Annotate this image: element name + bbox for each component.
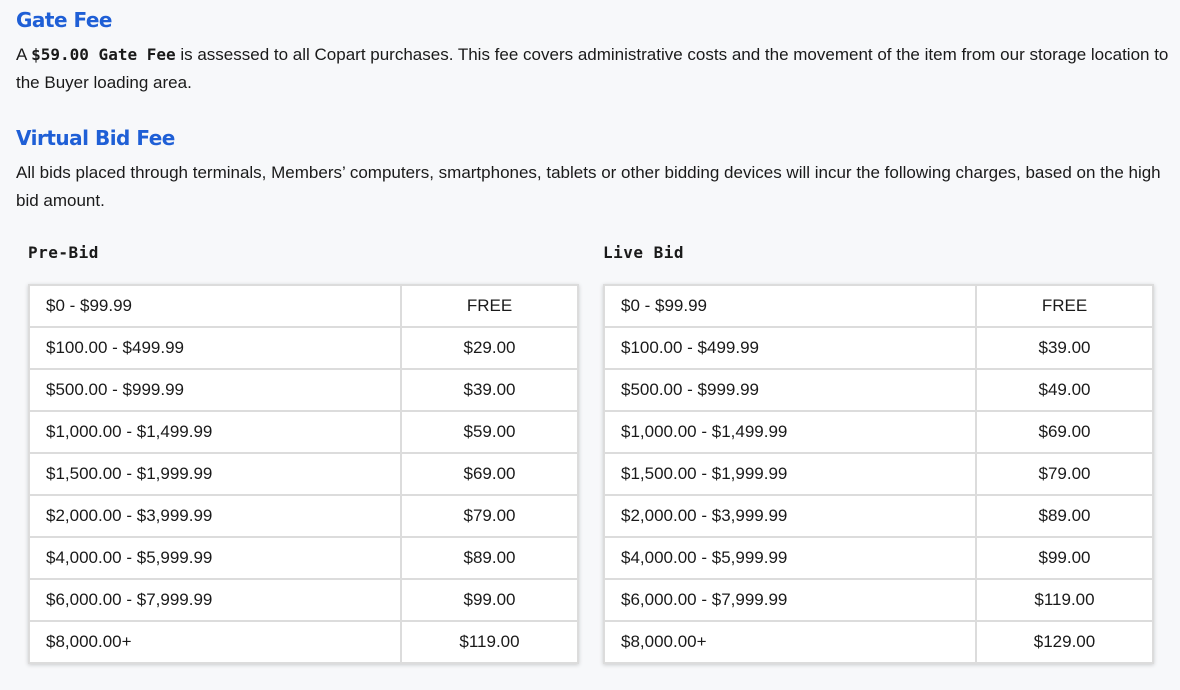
- fee-amount-cell: $39.00: [401, 369, 578, 411]
- bid-range-cell: $8,000.00+: [29, 621, 401, 663]
- bid-range-cell: $2,000.00 - $3,999.99: [604, 495, 976, 537]
- fee-amount-cell: $119.00: [401, 621, 578, 663]
- fee-amount-cell: $49.00: [976, 369, 1153, 411]
- fee-amount-cell: $39.00: [976, 327, 1153, 369]
- table-row: [29, 453, 578, 495]
- bid-range-cell: $4,000.00 - $5,999.99: [604, 537, 976, 579]
- fee-amount-cell: $69.00: [976, 411, 1153, 453]
- bid-range-cell: $500.00 - $999.99: [29, 369, 401, 411]
- table-row: [604, 369, 1153, 411]
- table-row: [29, 411, 578, 453]
- fee-amount-cell: $129.00: [976, 621, 1153, 663]
- fee-amount-cell: $59.00: [401, 411, 578, 453]
- fee-amount-cell: $79.00: [976, 453, 1153, 495]
- table-row: [604, 621, 1153, 663]
- table-row: [604, 327, 1153, 369]
- bid-range-cell: $1,500.00 - $1,999.99: [29, 453, 401, 495]
- table-row: [604, 411, 1153, 453]
- live-bid-heading: Live Bid: [603, 243, 685, 262]
- table-row: [29, 327, 578, 369]
- fee-amount-cell: $29.00: [401, 327, 578, 369]
- bid-range-cell: $2,000.00 - $3,999.99: [29, 495, 401, 537]
- table-row: [604, 285, 1153, 327]
- bid-range-cell: $0 - $99.99: [604, 285, 976, 327]
- pre-bid-table-body: [29, 285, 578, 663]
- fee-amount-cell: $89.00: [976, 495, 1153, 537]
- fee-amount-cell: FREE: [976, 285, 1153, 327]
- virtual-bid-fee-description: All bids placed through terminals, Members’ computers, smartphones, tablets or other bidding devices will incur the following charges, based on the high bid amount.: [16, 163, 1161, 210]
- live-bid-fee-table: [603, 284, 1154, 664]
- bid-range-cell: $8,000.00+: [604, 621, 976, 663]
- table-row: [29, 621, 578, 663]
- table-row: [604, 495, 1153, 537]
- fee-amount-cell: FREE: [401, 285, 578, 327]
- table-row: [604, 537, 1153, 579]
- fee-amount-cell: $99.00: [976, 537, 1153, 579]
- table-row: [29, 579, 578, 621]
- fee-amount-cell: $69.00: [401, 453, 578, 495]
- gate-fee-prefix: A: [16, 45, 32, 64]
- table-row: [29, 537, 578, 579]
- gate-fee-suffix: is assessed to all Copart purchases. This fee covers administrative costs and the movement of the item from our storage location to the Buyer loading area.: [16, 45, 1169, 92]
- virtual-bid-fee-title: Virtual Bid Fee: [16, 126, 175, 150]
- bid-range-cell: $0 - $99.99: [29, 285, 401, 327]
- bid-range-cell: $100.00 - $499.99: [29, 327, 401, 369]
- pre-bid-heading: Pre-Bid: [28, 243, 99, 262]
- table-row: [604, 579, 1153, 621]
- gate-fee-amount: $59.00 Gate Fee: [31, 45, 176, 64]
- bid-range-cell: $100.00 - $499.99: [604, 327, 976, 369]
- fee-amount-cell: $79.00: [401, 495, 578, 537]
- table-row: [29, 495, 578, 537]
- bid-range-cell: $1,000.00 - $1,499.99: [604, 411, 976, 453]
- gate-fee-title: Gate Fee: [16, 8, 112, 32]
- fee-amount-cell: $99.00: [401, 579, 578, 621]
- gate-fee-description: [16, 41, 1171, 97]
- bid-range-cell: $6,000.00 - $7,999.99: [29, 579, 401, 621]
- pre-bid-fee-table: [28, 284, 579, 664]
- bid-range-cell: $1,000.00 - $1,499.99: [29, 411, 401, 453]
- table-row: [604, 453, 1153, 495]
- bid-range-cell: $1,500.00 - $1,999.99: [604, 453, 976, 495]
- fee-amount-cell: $119.00: [976, 579, 1153, 621]
- bid-range-cell: $4,000.00 - $5,999.99: [29, 537, 401, 579]
- table-row: [29, 369, 578, 411]
- table-row: [29, 285, 578, 327]
- bid-range-cell: $500.00 - $999.99: [604, 369, 976, 411]
- bid-range-cell: $6,000.00 - $7,999.99: [604, 579, 976, 621]
- fee-amount-cell: $89.00: [401, 537, 578, 579]
- live-bid-table-body: [604, 285, 1153, 663]
